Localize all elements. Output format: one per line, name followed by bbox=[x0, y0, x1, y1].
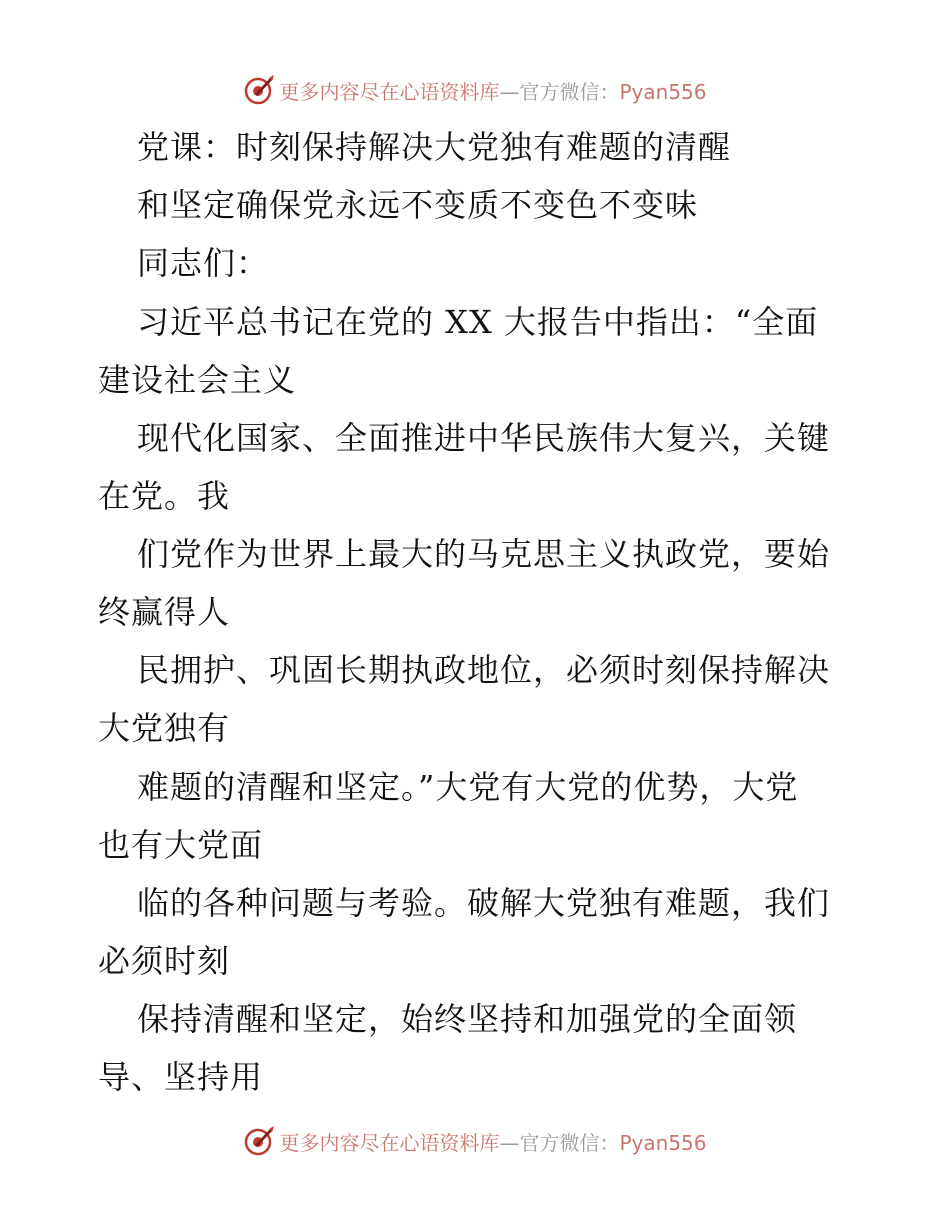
quill-logo-icon bbox=[243, 1125, 275, 1157]
paragraph-line: 难题的清醒和坚定。”大党有大党的优势，大党 bbox=[137, 768, 799, 806]
document-title-line-1: 党课：时刻保持解决大党独有难题的清醒 bbox=[137, 128, 732, 166]
quill-logo-icon bbox=[243, 74, 275, 106]
paragraph-line: 必须时刻 bbox=[98, 942, 231, 980]
document-title-line-2: 和坚定确保党永远不变质不变色不变味 bbox=[137, 186, 699, 224]
paragraph-line: 民拥护、巩固长期执政地位，必须时刻保持解决 bbox=[137, 651, 831, 689]
watermark-wechat-label: 官方微信： bbox=[519, 1130, 620, 1155]
paragraph-line: 也有大党面 bbox=[98, 826, 264, 864]
header-watermark bbox=[0, 70, 950, 110]
paragraph-line: 在党。我 bbox=[98, 477, 231, 515]
watermark-separator: — bbox=[499, 1130, 520, 1155]
watermark-separator: — bbox=[499, 79, 520, 104]
paragraph-line: 习近平总书记在党的 XX 大报告中指出：“全面 bbox=[137, 303, 819, 341]
paragraph-line: 们党作为世界上最大的马克思主义执政党，要始 bbox=[137, 535, 831, 573]
paragraph-line: 导、坚持用 bbox=[98, 1058, 264, 1096]
paragraph-line: 终赢得人 bbox=[98, 593, 231, 631]
paragraph-line: 临的各种问题与考验。破解大党独有难题，我们 bbox=[137, 884, 831, 922]
paragraph-line: 建设社会主义 bbox=[98, 361, 297, 399]
watermark-site-text: 更多内容尽在心语资料库 bbox=[279, 79, 500, 104]
paragraph-line: 现代化国家、全面推进中华民族伟大复兴，关键 bbox=[137, 419, 831, 457]
salutation: 同志们： bbox=[137, 244, 270, 282]
footer-watermark bbox=[0, 1121, 950, 1161]
watermark-wechat-label: 官方微信： bbox=[519, 79, 620, 104]
watermark-site-text: 更多内容尽在心语资料库 bbox=[279, 1130, 500, 1155]
watermark-account: Pyan556 bbox=[619, 79, 707, 104]
paragraph-line: 大党独有 bbox=[98, 709, 231, 747]
paragraph-line: 保持清醒和坚定，始终坚持和加强党的全面领 bbox=[137, 1000, 798, 1038]
watermark-account: Pyan556 bbox=[619, 1130, 707, 1155]
